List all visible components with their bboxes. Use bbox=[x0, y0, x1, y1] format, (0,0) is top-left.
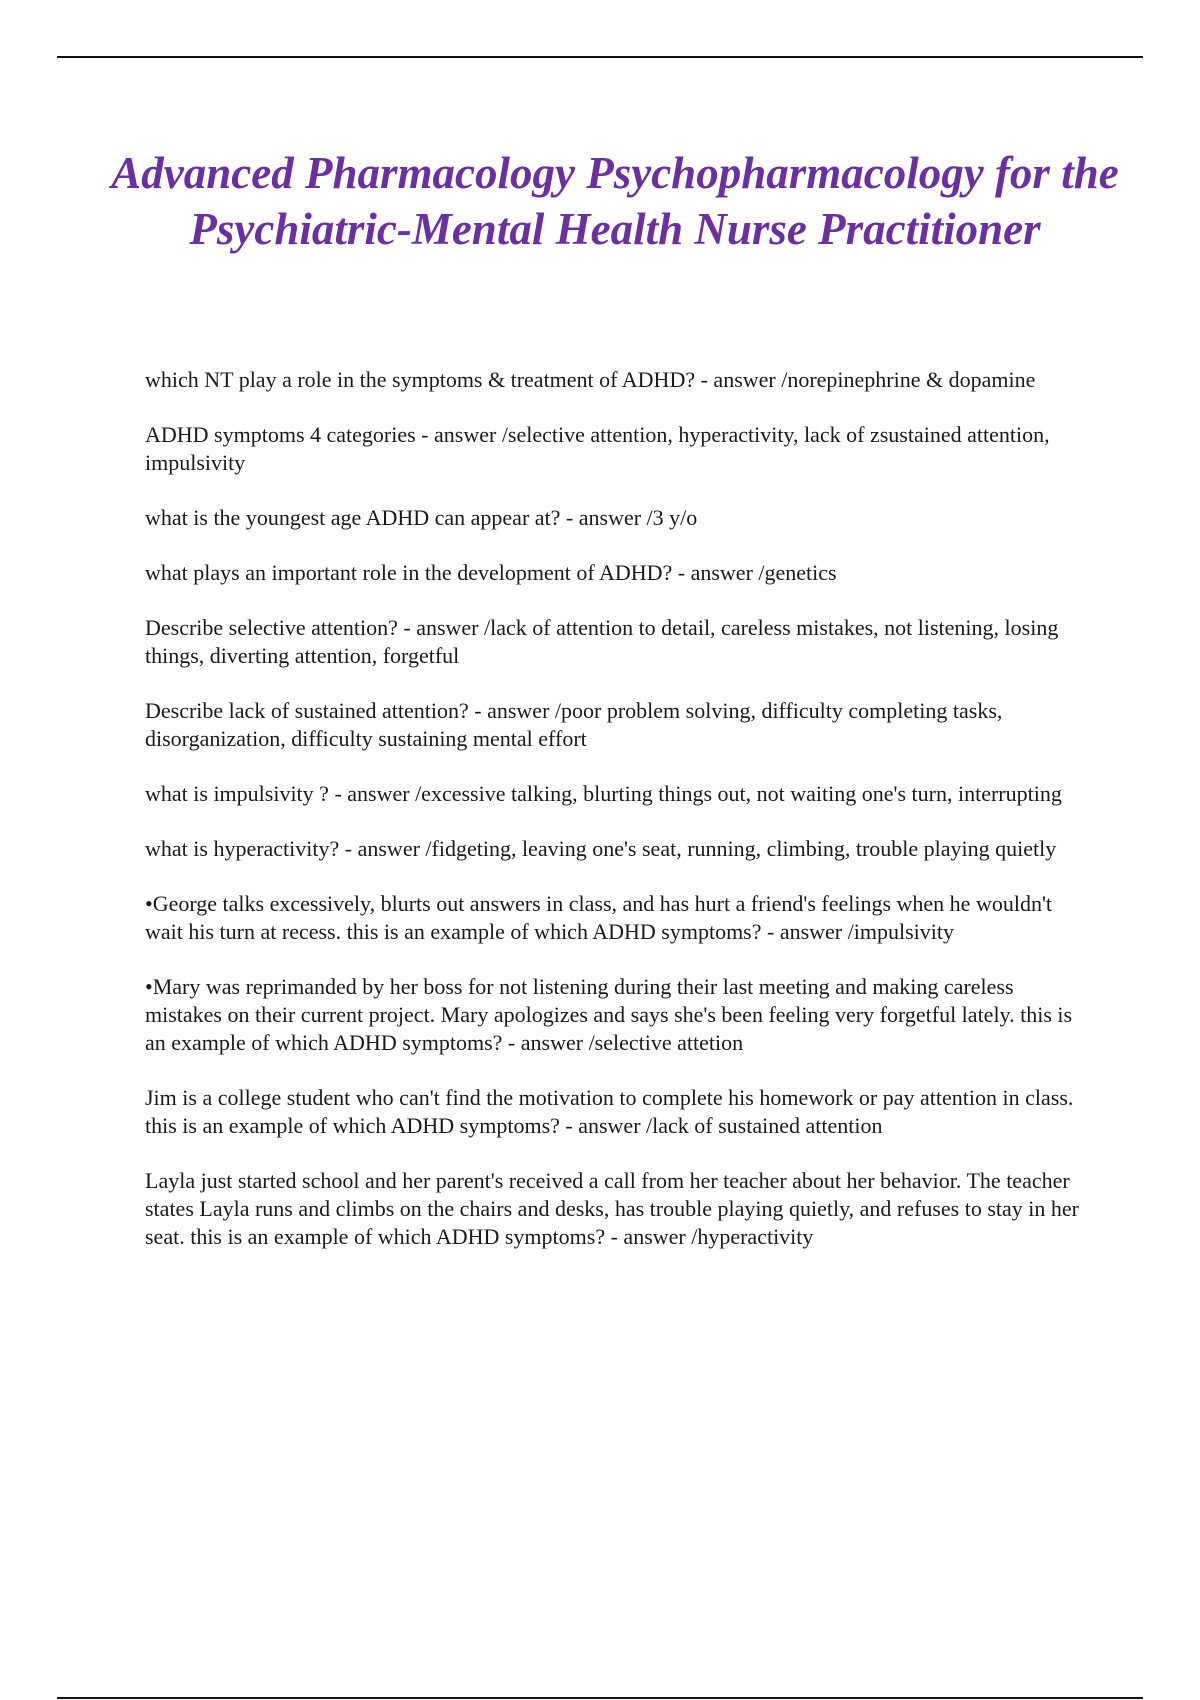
document-title: Advanced Pharmacology Psychopharmacology for the Psychiatric-Mental Health Nurse Practitioner bbox=[111, 148, 1119, 254]
qa-item-9: •George talks excessively, blurts out answers in class, and has hurt a friend's feelings when he wouldn't wait his turn at recess. this is an example of which ADHD symptoms? - answer /impulsivity bbox=[145, 891, 1053, 944]
qa-item-12: Layla just started school and her parent's received a call from her teacher about her behavior. The teacher states Layla runs and climbs on the chairs and desks, has trouble playing quietly, and refuses to stay in her seat. this is an example of which ADHD symptoms? - answer /hyperactivity bbox=[145, 1168, 1079, 1249]
qa-item-4: what plays an important role in the development of ADHD? - answer /genetics bbox=[145, 560, 837, 585]
qa-item-3: what is the youngest age ADHD can appear at? - answer /3 y/o bbox=[145, 505, 698, 530]
qa-item-2: ADHD symptoms 4 categories - answer /selective attention, hyperactivity, lack of zsustained attention, impulsivity bbox=[145, 422, 1050, 475]
qa-item-5: Describe selective attention? - answer /lack of attention to detail, careless mistakes, not listening, losing things, diverting attention, forgetful bbox=[145, 615, 1059, 668]
qa-item-7: what is impulsivity ? - answer /excessive talking, blurting things out, not waiting one's turn, interrupting bbox=[145, 781, 1062, 806]
qa-item-8: what is hyperactivity? - answer /fidgeting, leaving one's seat, running, climbing, trouble playing quietly bbox=[145, 836, 1057, 861]
bottom-rule bbox=[57, 1697, 1143, 1699]
qa-item-10: •Mary was reprimanded by her boss for not listening during their last meeting and making careless mistakes on their current project. Mary apologizes and says she's been feeling very forgetful lately. this is an example of which ADHD symptoms? - answer /selective attetion bbox=[145, 974, 1073, 1055]
top-rule bbox=[57, 56, 1143, 58]
qa-item-11: Jim is a college student who can't find the motivation to complete his homework or pay attention in class. this is an example of which ADHD symptoms? - answer /lack of sustained attention bbox=[145, 1085, 1074, 1138]
qa-item-6: Describe lack of sustained attention? - answer /poor problem solving, difficulty completing tasks, disorganization, difficulty sustaining mental effort bbox=[145, 698, 1003, 751]
qa-list bbox=[145, 366, 1095, 1278]
qa-item-1: which NT play a role in the symptoms & treatment of ADHD? - answer /norepinephrine & dopamine bbox=[145, 367, 1036, 392]
